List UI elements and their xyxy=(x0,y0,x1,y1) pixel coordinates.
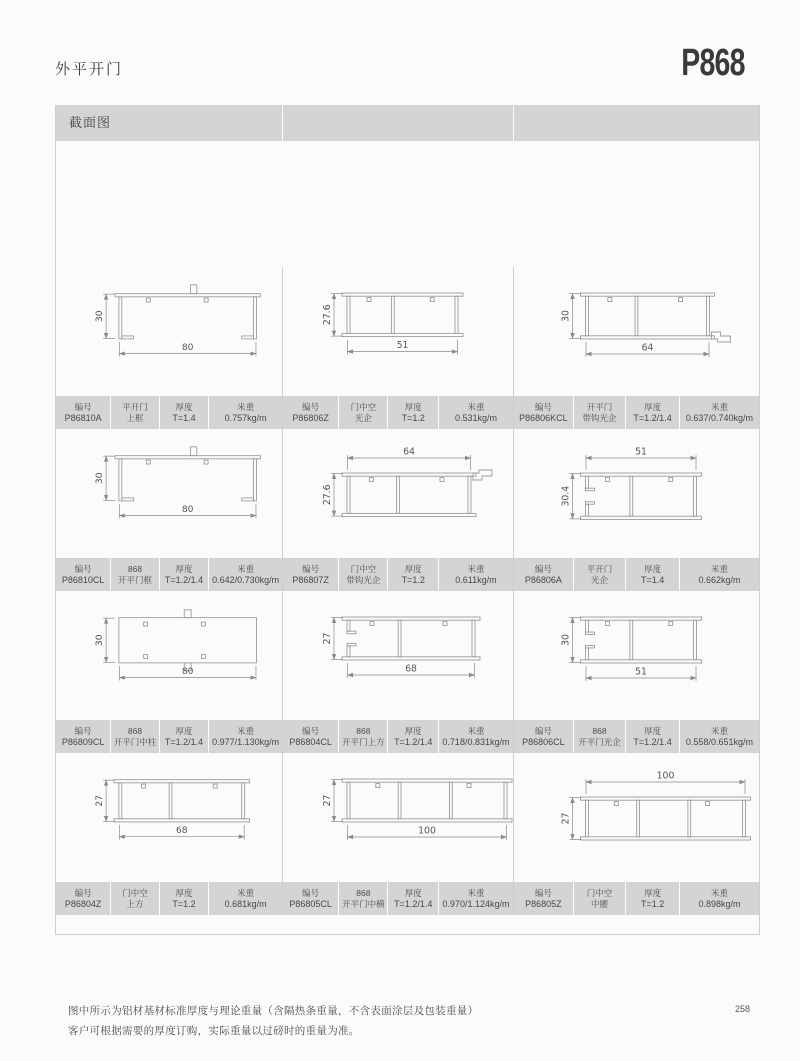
weight-value: 0.970/1.124kg/m xyxy=(442,898,510,909)
weight-value: 0.637/0.740kg/m xyxy=(685,412,753,423)
dim-width-label: 68 xyxy=(175,826,188,837)
profile-spec-row xyxy=(514,396,759,429)
thickness-value: T=1.4 xyxy=(640,574,665,585)
thickness-value: T=1.2 xyxy=(172,898,196,909)
spec-thickness-cell xyxy=(626,396,679,429)
spec-name-cell xyxy=(111,882,158,915)
name-line-2: 开平门中横 xyxy=(342,898,385,909)
thickness-value: T=1.2/1.4 xyxy=(164,574,204,585)
thickness-value: T=1.2 xyxy=(401,574,425,585)
weight-value: 0.977/1.130kg/m xyxy=(212,736,280,747)
dim-height-label: 30 xyxy=(95,310,106,323)
profile-drawing-area xyxy=(514,429,759,558)
dim-width-label: 80 xyxy=(181,343,194,354)
spec-name-cell xyxy=(339,720,387,753)
spec-code-cell xyxy=(514,882,573,915)
code-label: 编号 xyxy=(74,887,92,898)
footnote-line-1: 图中所示为铝材基材标准厚度与理论重量（含隔热条重量，不含表面涂层及包装重量） xyxy=(68,1005,479,1017)
profile-spec-row xyxy=(283,396,513,429)
code-value: P86810A xyxy=(64,412,102,423)
spec-name-cell xyxy=(574,882,625,915)
thickness-value: T=1.2/1.4 xyxy=(633,412,672,423)
thickness-value: T=1.2 xyxy=(401,412,425,423)
dim-height-label: 30 xyxy=(560,634,572,646)
dim-width-label: 68 xyxy=(405,663,417,675)
profile-cell xyxy=(56,429,283,591)
name-line-2: 上方 xyxy=(126,898,144,909)
name-line-2: 带钩光企 xyxy=(346,574,381,585)
code-label: 编号 xyxy=(74,725,92,736)
profile-cell xyxy=(56,753,283,915)
thickness-label: 厚度 xyxy=(404,401,422,412)
profile-drawing-area xyxy=(56,267,282,396)
code-value: P86805Z xyxy=(525,898,562,909)
spec-name-cell xyxy=(111,720,158,753)
spec-code-cell xyxy=(283,720,338,753)
spec-code-cell xyxy=(56,882,110,915)
spec-code-cell xyxy=(514,558,573,591)
profile-drawing-area xyxy=(56,591,282,720)
spec-weight-cell xyxy=(680,720,759,753)
dim-width-label: 100 xyxy=(656,770,675,782)
code-label: 编号 xyxy=(302,887,320,898)
profile-cell xyxy=(283,267,514,429)
name-line-1: 门中空 xyxy=(586,887,613,898)
weight-label: 米重 xyxy=(237,887,255,898)
thickness-label: 厚度 xyxy=(644,563,662,574)
code-value: P86806Z xyxy=(292,412,329,423)
profile-cell xyxy=(283,429,514,591)
weight-label: 米重 xyxy=(467,887,485,898)
spec-thickness-cell xyxy=(626,558,679,591)
name-line-1: 868 xyxy=(592,725,607,736)
spec-name-cell xyxy=(574,396,625,429)
dim-height-label: 30.4 xyxy=(560,485,572,507)
weight-value: 0.531kg/m xyxy=(454,412,497,423)
spec-name-cell xyxy=(574,720,625,753)
spec-code-cell xyxy=(56,396,110,429)
spec-thickness-cell xyxy=(626,720,679,753)
name-line-2: 开平门光企 xyxy=(578,736,621,747)
weight-value: 0.611kg/m xyxy=(455,574,497,585)
profile-cell xyxy=(514,429,759,591)
section-header-cell-1 xyxy=(56,105,282,141)
dim-width-label: 51 xyxy=(396,340,409,352)
section-header-bar xyxy=(56,105,759,141)
weight-label: 米重 xyxy=(710,563,728,574)
code-label: 编号 xyxy=(74,401,92,412)
thickness-label: 厚度 xyxy=(404,725,422,736)
profile-drawing-area xyxy=(56,753,282,882)
spec-code-cell xyxy=(56,720,110,753)
name-line-1: 开平门 xyxy=(586,401,613,412)
spec-code-cell xyxy=(514,396,573,429)
weight-label: 米重 xyxy=(467,401,485,412)
spec-thickness-cell xyxy=(626,882,679,915)
profile-drawing-area xyxy=(56,429,282,558)
dim-width-label: 64 xyxy=(403,446,415,458)
profile-cross-section-drawing xyxy=(283,267,513,396)
spec-thickness-cell xyxy=(160,558,209,591)
spec-name-cell xyxy=(339,882,387,915)
weight-value: 0.898kg/m xyxy=(698,898,741,909)
weight-value: 0.757kg/m xyxy=(224,412,267,423)
profile-spec-row xyxy=(56,882,282,915)
spec-thickness-cell xyxy=(388,558,437,591)
profile-cell xyxy=(283,753,514,915)
spec-code-cell xyxy=(283,396,338,429)
thickness-label: 厚度 xyxy=(404,563,422,574)
spec-thickness-cell xyxy=(388,396,437,429)
spec-weight-cell xyxy=(439,882,513,915)
spec-name-cell xyxy=(339,558,387,591)
spec-thickness-cell xyxy=(160,720,209,753)
dim-width-label: 100 xyxy=(418,825,436,837)
profile-drawing-area xyxy=(514,591,759,720)
name-line-2: 开平门上方 xyxy=(342,736,385,747)
profile-cell xyxy=(283,591,514,753)
thickness-label: 厚度 xyxy=(644,887,662,898)
dim-height-label: 27 xyxy=(560,812,572,825)
product-code: P868 xyxy=(681,42,745,84)
thickness-value: T=1.2/1.4 xyxy=(164,736,204,747)
name-line-1: 平开门 xyxy=(122,401,148,412)
name-line-2: 带钩光企 xyxy=(582,412,617,423)
dim-height-label: 30 xyxy=(95,472,106,485)
code-value: P86806A xyxy=(524,574,562,585)
spec-weight-cell xyxy=(439,558,513,591)
profile-spec-row xyxy=(56,396,282,429)
thickness-label: 厚度 xyxy=(175,725,193,736)
thickness-value: T=1.2/1.4 xyxy=(633,736,672,747)
profile-spec-row xyxy=(514,882,759,915)
spec-name-cell xyxy=(111,558,158,591)
spec-weight-cell xyxy=(209,882,282,915)
section-header-cell-3 xyxy=(514,105,759,141)
dim-width-label: 80 xyxy=(181,667,194,678)
dim-height-label: 30 xyxy=(560,310,572,322)
profile-cross-section-drawing xyxy=(283,591,513,720)
name-line-2: 中腰 xyxy=(591,898,609,909)
weight-label: 米重 xyxy=(710,725,728,736)
code-value: P86805CL xyxy=(289,898,332,909)
name-line-1: 868 xyxy=(127,563,143,574)
thickness-label: 厚度 xyxy=(644,725,662,736)
spec-code-cell xyxy=(283,882,338,915)
spec-weight-cell xyxy=(680,396,759,429)
spec-weight-cell xyxy=(209,396,282,429)
code-value: P86807Z xyxy=(292,574,329,585)
thickness-value: T=1.2/1.4 xyxy=(394,898,433,909)
spec-thickness-cell xyxy=(388,882,437,915)
weight-value: 0.558/0.651kg/m xyxy=(685,736,753,747)
name-line-1: 868 xyxy=(127,725,143,736)
spec-weight-cell xyxy=(439,396,513,429)
profile-cell xyxy=(514,267,759,429)
profile-cross-section-drawing xyxy=(514,267,759,396)
code-label: 编号 xyxy=(534,401,552,412)
profile-spec-row xyxy=(56,720,282,753)
profile-spec-row xyxy=(283,720,513,753)
profile-drawing-area xyxy=(514,753,759,882)
profile-cross-section-drawing xyxy=(514,753,759,882)
spec-code-cell xyxy=(56,558,110,591)
dim-height-label: 27.6 xyxy=(322,304,333,326)
spec-weight-cell xyxy=(680,558,759,591)
spec-weight-cell xyxy=(209,720,282,753)
name-line-1: 平开门 xyxy=(586,563,613,574)
profile-spec-row xyxy=(514,558,759,591)
thickness-label: 厚度 xyxy=(175,401,193,412)
dim-height-label: 27 xyxy=(95,794,106,807)
code-label: 编号 xyxy=(534,563,552,574)
profile-spec-row xyxy=(514,720,759,753)
name-line-2: 光企 xyxy=(591,574,609,585)
page-number: 258 xyxy=(734,1004,750,1014)
thickness-value: T=1.2 xyxy=(640,898,665,909)
name-line-2: 光企 xyxy=(354,412,372,423)
weight-label: 米重 xyxy=(467,563,485,574)
profile-cross-section-drawing xyxy=(56,753,282,882)
name-line-1: 868 xyxy=(356,725,371,736)
code-label: 编号 xyxy=(302,725,320,736)
profile-drawing-area xyxy=(283,267,513,396)
profile-spec-row xyxy=(283,882,513,915)
thickness-label: 厚度 xyxy=(644,401,662,412)
code-value: P86806KCL xyxy=(519,412,568,423)
code-label: 编号 xyxy=(74,563,92,574)
dim-width-label: 51 xyxy=(635,446,647,458)
thickness-value: T=1.4 xyxy=(172,412,196,423)
thickness-label: 厚度 xyxy=(175,563,193,574)
code-label: 编号 xyxy=(534,725,552,736)
spec-weight-cell xyxy=(439,720,513,753)
thickness-label: 厚度 xyxy=(404,887,422,898)
footnote-line-2: 客户可根据需要的厚度订购，实际重量以过磅时的重量为准。 xyxy=(68,1025,360,1038)
profile-spec-row xyxy=(283,558,513,591)
code-label: 编号 xyxy=(302,401,320,412)
profile-cross-section-drawing xyxy=(283,429,513,558)
name-line-1: 门中空 xyxy=(350,401,377,412)
profile-cell xyxy=(514,591,759,753)
dim-height-label: 27.6 xyxy=(322,484,333,506)
thickness-label: 厚度 xyxy=(175,887,193,898)
profile-cross-section-drawing xyxy=(514,429,759,558)
profile-cell xyxy=(514,753,759,915)
profile-cell xyxy=(56,591,283,753)
spec-name-cell xyxy=(574,558,625,591)
profile-drawing-area xyxy=(283,753,513,882)
spec-name-cell xyxy=(111,396,158,429)
profile-drawing-area xyxy=(283,591,513,720)
profile-cross-section-drawing xyxy=(56,429,282,558)
profile-cross-section-drawing xyxy=(56,591,282,720)
dim-height-label: 30 xyxy=(95,634,106,647)
profile-spec-row xyxy=(56,558,282,591)
weight-label: 米重 xyxy=(237,725,255,736)
dim-height-label: 27 xyxy=(322,794,333,807)
spec-thickness-cell xyxy=(160,882,209,915)
code-value: P86806CL xyxy=(522,736,565,747)
name-line-2: 开平门中柱 xyxy=(113,736,157,747)
name-line-2: 上框 xyxy=(126,412,144,423)
weight-value: 0.642/0.730kg/m xyxy=(212,574,280,585)
weight-label: 米重 xyxy=(467,725,485,736)
spec-code-cell xyxy=(283,558,338,591)
spec-thickness-cell xyxy=(160,396,209,429)
spec-name-cell xyxy=(339,396,387,429)
footnote xyxy=(56,915,759,1061)
page-header xyxy=(55,42,745,90)
dim-width-label: 64 xyxy=(641,342,654,354)
page-title: 外平开门 xyxy=(55,61,124,78)
profile-cross-section-drawing xyxy=(514,591,759,720)
profile-drawing-area xyxy=(283,429,513,558)
code-value: P86804Z xyxy=(64,898,102,909)
name-line-1: 门中空 xyxy=(350,563,377,574)
dim-width-label: 80 xyxy=(181,505,194,516)
code-label: 编号 xyxy=(302,563,320,574)
profile-cell xyxy=(56,267,283,429)
section-header-cell-2 xyxy=(283,105,513,141)
name-line-1: 门中空 xyxy=(122,887,148,898)
name-line-1: 868 xyxy=(356,887,371,898)
spec-weight-cell xyxy=(209,558,282,591)
weight-label: 米重 xyxy=(710,401,728,412)
weight-label: 米重 xyxy=(237,401,255,412)
profile-cross-section-drawing xyxy=(283,753,513,882)
profile-drawing-area xyxy=(514,267,759,396)
code-value: P86810CL xyxy=(61,574,105,585)
spec-weight-cell xyxy=(680,882,759,915)
weight-label: 米重 xyxy=(237,563,255,574)
weight-label: 米重 xyxy=(710,887,728,898)
thickness-value: T=1.2/1.4 xyxy=(394,736,433,747)
spec-code-cell xyxy=(514,720,573,753)
weight-value: 0.718/0.831kg/m xyxy=(442,736,510,747)
code-label: 编号 xyxy=(534,887,552,898)
dim-height-label: 27 xyxy=(322,632,333,645)
weight-value: 0.681kg/m xyxy=(224,898,267,909)
code-value: P86809CL xyxy=(61,736,105,747)
dim-width-label: 51 xyxy=(635,666,647,678)
spec-thickness-cell xyxy=(388,720,437,753)
section-header-title: 截面图 xyxy=(69,115,112,130)
weight-value: 0.662kg/m xyxy=(698,574,741,585)
profile-cross-section-drawing xyxy=(56,267,282,396)
name-line-2: 开平门框 xyxy=(117,574,152,585)
code-value: P86804CL xyxy=(289,736,332,747)
